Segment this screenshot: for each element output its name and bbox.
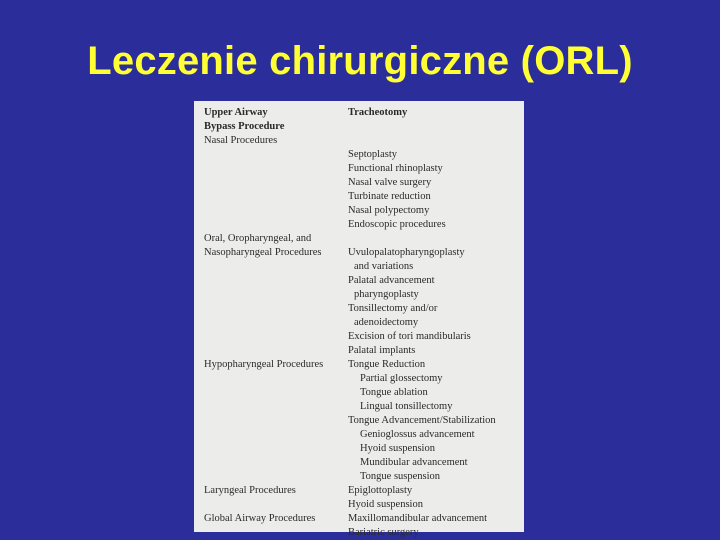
procedure-name: Epiglottoplasty: [348, 485, 413, 496]
table-row: [204, 218, 518, 232]
procedure-name-cell: [348, 386, 518, 400]
procedure-name-cell: [348, 344, 518, 358]
procedure-name-cell: [348, 246, 518, 260]
procedure-name-cell: [348, 512, 518, 526]
procedure-category-cell: [204, 526, 348, 540]
procedure-name: Lingual tonsillectomy: [360, 401, 453, 412]
procedure-name-cell: [348, 302, 518, 316]
procedure-category-cell: [204, 456, 348, 470]
procedure-name: Mundibular advancement: [360, 457, 468, 468]
table-row: [204, 316, 518, 330]
procedure-category-cell: [204, 190, 348, 204]
procedure-category-cell: [204, 316, 348, 330]
table-row: [204, 456, 518, 470]
table-row: [204, 232, 518, 246]
procedures-table-body: [204, 106, 518, 540]
procedure-name-cell: [348, 414, 518, 428]
table-row: [204, 358, 518, 372]
procedure-name-cell: [348, 484, 518, 498]
procedure-category-cell: [204, 330, 348, 344]
table-row: [204, 526, 518, 540]
slide-title: Leczenie chirurgiczne (ORL): [87, 39, 633, 83]
procedure-name-cell: [348, 134, 518, 148]
procedure-name: and variations: [354, 261, 414, 272]
procedure-category-cell: [204, 302, 348, 316]
procedure-name-cell: [348, 218, 518, 232]
procedure-name-cell: [348, 470, 518, 484]
procedure-name: Functional rhinoplasty: [348, 163, 443, 174]
procedure-name-cell: [348, 428, 518, 442]
procedure-name-cell: [348, 204, 518, 218]
procedure-name-cell: [348, 260, 518, 274]
procedure-category-cell: [204, 148, 348, 162]
procedure-name-cell: [348, 498, 518, 512]
procedure-category-cell: [204, 288, 348, 302]
procedure-name-cell: [348, 106, 518, 120]
table-row: [204, 330, 518, 344]
procedure-category-cell: [204, 204, 348, 218]
procedure-category-cell: Bypass Procedure: [204, 121, 285, 132]
procedure-name-cell: [348, 120, 518, 134]
procedure-name: Uvulopalatopharyngoplasty: [348, 247, 465, 258]
table-row: [204, 176, 518, 190]
procedure-name: Maxillomandibular advancement: [348, 513, 488, 524]
table-row: [204, 260, 518, 274]
table-row: [204, 148, 518, 162]
procedure-name: Hyoid suspension: [360, 443, 435, 454]
procedure-name: Palatal advancement: [348, 275, 435, 286]
procedure-name: Palatal implants: [348, 345, 416, 356]
procedure-category-cell: Nasal Procedures: [204, 135, 278, 146]
procedure-name-cell: [348, 232, 518, 246]
table-row: [204, 484, 518, 498]
procedure-name: Excision of tori mandibularis: [348, 331, 471, 342]
procedure-name: Nasal valve surgery: [348, 177, 432, 188]
procedure-name-cell: [348, 274, 518, 288]
procedure-name: Tongue suspension: [360, 471, 441, 482]
procedure-name-cell: [348, 372, 518, 386]
procedure-name-cell: [348, 190, 518, 204]
procedure-category-cell: [204, 260, 348, 274]
procedure-category-cell: [204, 470, 348, 484]
table-row: [204, 470, 518, 484]
table-row: [204, 372, 518, 386]
table-row: [204, 302, 518, 316]
procedure-name: Tongue ablation: [360, 387, 428, 398]
table-row: [204, 190, 518, 204]
procedure-category-cell: [204, 372, 348, 386]
procedures-table-image: [194, 101, 524, 538]
procedure-name: Tonsillectomy and/or: [348, 303, 438, 314]
table-row: [204, 400, 518, 414]
table-row: [204, 162, 518, 176]
procedure-name: Tongue Reduction: [348, 359, 426, 370]
procedure-name: Endoscopic procedures: [348, 219, 446, 230]
procedure-category-cell: Nasopharyngeal Procedures: [204, 247, 322, 258]
procedure-name-cell: [348, 330, 518, 344]
procedure-name-cell: [348, 442, 518, 456]
procedure-category-cell: Laryngeal Procedures: [204, 485, 296, 496]
table-row: [204, 288, 518, 302]
table-row: [204, 106, 518, 120]
table-row: [204, 428, 518, 442]
procedure-category-cell: [204, 414, 348, 428]
procedure-name: Tongue Advancement/Stabilization: [348, 415, 496, 426]
table-row: [204, 498, 518, 512]
table-row: [204, 134, 518, 148]
procedure-name: Turbinate reduction: [348, 191, 431, 202]
procedure-name: Hyoid suspension: [348, 499, 423, 510]
table-row: [204, 274, 518, 288]
procedure-name-cell: [348, 456, 518, 470]
procedure-name: Bariatric surgery: [348, 527, 419, 538]
procedure-category-cell: Global Airway Procedures: [204, 513, 316, 524]
procedure-name: Septoplasty: [348, 149, 397, 160]
procedure-category-cell: Hypopharyngeal Procedures: [204, 359, 324, 370]
table-row: [204, 414, 518, 428]
procedure-category-cell: [204, 442, 348, 456]
procedure-category-cell: [204, 498, 348, 512]
procedure-name-cell: [348, 400, 518, 414]
procedure-category-cell: [204, 176, 348, 190]
procedure-category-cell: Upper Airway: [204, 107, 268, 118]
table-row: [204, 246, 518, 260]
procedure-category-cell: [204, 428, 348, 442]
procedure-name: Tracheotomy: [348, 107, 408, 118]
procedure-category-cell: [204, 400, 348, 414]
table-row: [204, 442, 518, 456]
table-row: [204, 120, 518, 134]
procedure-name-cell: [348, 316, 518, 330]
procedure-name-cell: [348, 148, 518, 162]
procedures-table: [204, 106, 518, 540]
procedure-name-cell: [348, 176, 518, 190]
table-row: [204, 512, 518, 526]
procedure-name-cell: [348, 358, 518, 372]
table-row: [204, 386, 518, 400]
procedure-category-cell: [204, 274, 348, 288]
procedure-category-cell: [204, 344, 348, 358]
procedure-name-cell: [348, 288, 518, 302]
procedure-name: adenoidectomy: [354, 317, 419, 328]
procedure-name: Genioglossus advancement: [360, 429, 475, 440]
procedure-category-cell: [204, 162, 348, 176]
procedure-category-cell: [204, 218, 348, 232]
procedure-category-cell: Oral, Oropharyngeal, and: [204, 233, 312, 244]
procedure-name-cell: [348, 162, 518, 176]
procedure-name-cell: [348, 526, 518, 540]
procedure-name: Partial glossectomy: [360, 373, 443, 384]
procedure-name: pharyngoplasty: [354, 289, 419, 300]
table-row: [204, 204, 518, 218]
procedure-name: Nasal polypectomy: [348, 205, 430, 216]
procedure-category-cell: [204, 386, 348, 400]
table-row: [204, 344, 518, 358]
